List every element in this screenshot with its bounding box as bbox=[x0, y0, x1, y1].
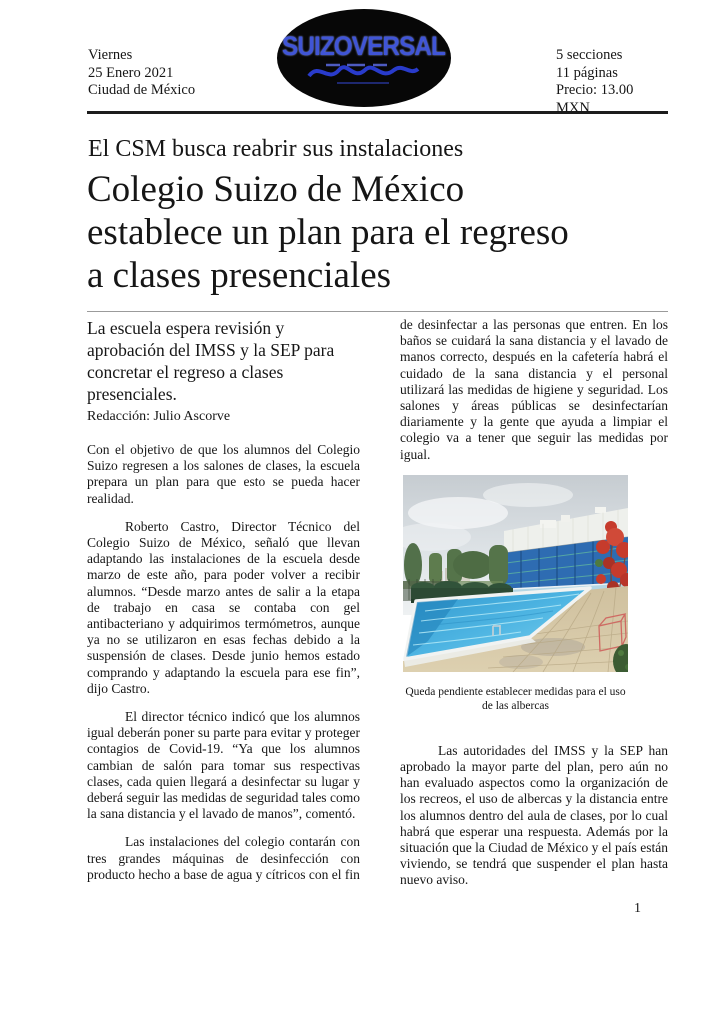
masthead-pages: 11 páginas bbox=[556, 64, 618, 81]
pool-photo bbox=[403, 475, 628, 672]
logo-wordmark: SUIZOVERSAL bbox=[282, 30, 446, 61]
article-paragraph: El director técnico indicó que los alumnos igual deberán poner su parte para evitar y proteger contagios de Covid-19. “Ya que los alumnos cambian de salón para tomar sus respectivas clases, cada quien llegará a desinfectar su lugar y deberá seguir las medidas de seguridad tales como la sana distancia y el lavado de manos”, comentó. bbox=[87, 709, 360, 822]
masthead bbox=[87, 0, 668, 116]
page-content bbox=[87, 0, 668, 917]
title-line-1: Colegio Suizo de México bbox=[87, 169, 465, 210]
article-paragraph: Roberto Castro, Director Técnico del Colegio Suizo de México, señaló que llevan adaptando las instalaciones de la escuela desde marzo de este año, para poder volver a recibir alumnos. “Desde marzo antes de salir a la etapa de trabajo en casa se contaba con gel antibacteriano y adquirimos termómetros, aunque ya no se utilizaron en esas fechas debido a la suspensión de clases. Desde junio hemos estado comprando y adaptando la escuela para ese fin”, dijo Castro. bbox=[87, 518, 360, 696]
article-paragraph: Con el objetivo de que los alumnos del Colegio Suizo regresen a los salones de clases, la escuela prepara un plan para que esto se pueda hacer realidad. bbox=[87, 442, 360, 506]
article-kicker: El CSM busca reabrir sus instalaciones bbox=[88, 136, 464, 162]
article-columns bbox=[87, 317, 668, 917]
masthead-info-block bbox=[556, 47, 668, 117]
article-byline: Redacción: Julio Ascorve bbox=[87, 409, 231, 424]
article-title bbox=[87, 168, 668, 297]
masthead-date-block bbox=[88, 47, 195, 100]
masthead-day: Viernes bbox=[88, 47, 133, 63]
newspaper-logo bbox=[277, 9, 451, 107]
pool-photo-figure bbox=[403, 475, 628, 713]
article-column-left bbox=[87, 317, 360, 917]
masthead-price: Precio: 13.00 MXN bbox=[556, 82, 634, 116]
column-gap bbox=[360, 317, 400, 917]
title-line-2: establece un plan para el regreso bbox=[87, 212, 569, 253]
page-number: 1 bbox=[634, 900, 641, 916]
headline-rule bbox=[87, 311, 668, 312]
article-paragraph: de desinfectar a las personas que entren. En los baños se cuidará la sana distancia y el lavado de manos correcto, después en la cafetería habrá el cuidado de la sana distancia y el personal utilizará las medidas de higiene y seguridad. Los salones y áreas públicas se desinfectarían diariamente y la gente que ayuda a limpiar el colegio va a tener que seguir las medidas por igual. bbox=[400, 317, 668, 462]
article-lede: La escuela espera revisión y aprobación del IMSS y la SEP para concretar el regreso a clases presenciales. bbox=[87, 318, 335, 404]
title-line-3: a clases presenciales bbox=[87, 255, 392, 296]
masthead-date: 25 Enero 2021 bbox=[88, 64, 174, 81]
masthead-sections: 5 secciones bbox=[556, 47, 623, 63]
article-paragraph: Las autoridades del IMSS y la SEP han aprobado la mayor parte del plan, pero aún no han evaluado aspectos como la organización de los recreos, el uso de albercas y la distancia entre los alumnos dentro del aula de clases, por lo cual habrá que esperar una respuesta. Además por la situación que la Ciudad de México y el país están viviendo, se tendrá que suspender el plan hasta nuevo aviso. bbox=[400, 742, 668, 888]
photo-caption: Queda pendiente establecer medidas para el uso de las albercas bbox=[405, 685, 626, 712]
masthead-city: Ciudad de México bbox=[88, 82, 196, 98]
article-column-right bbox=[400, 317, 668, 917]
article-paragraph: Las instalaciones del colegio contarán con tres grandes máquinas de desinfección con producto hecho a base de agua y cítricos con el fin bbox=[87, 834, 360, 882]
